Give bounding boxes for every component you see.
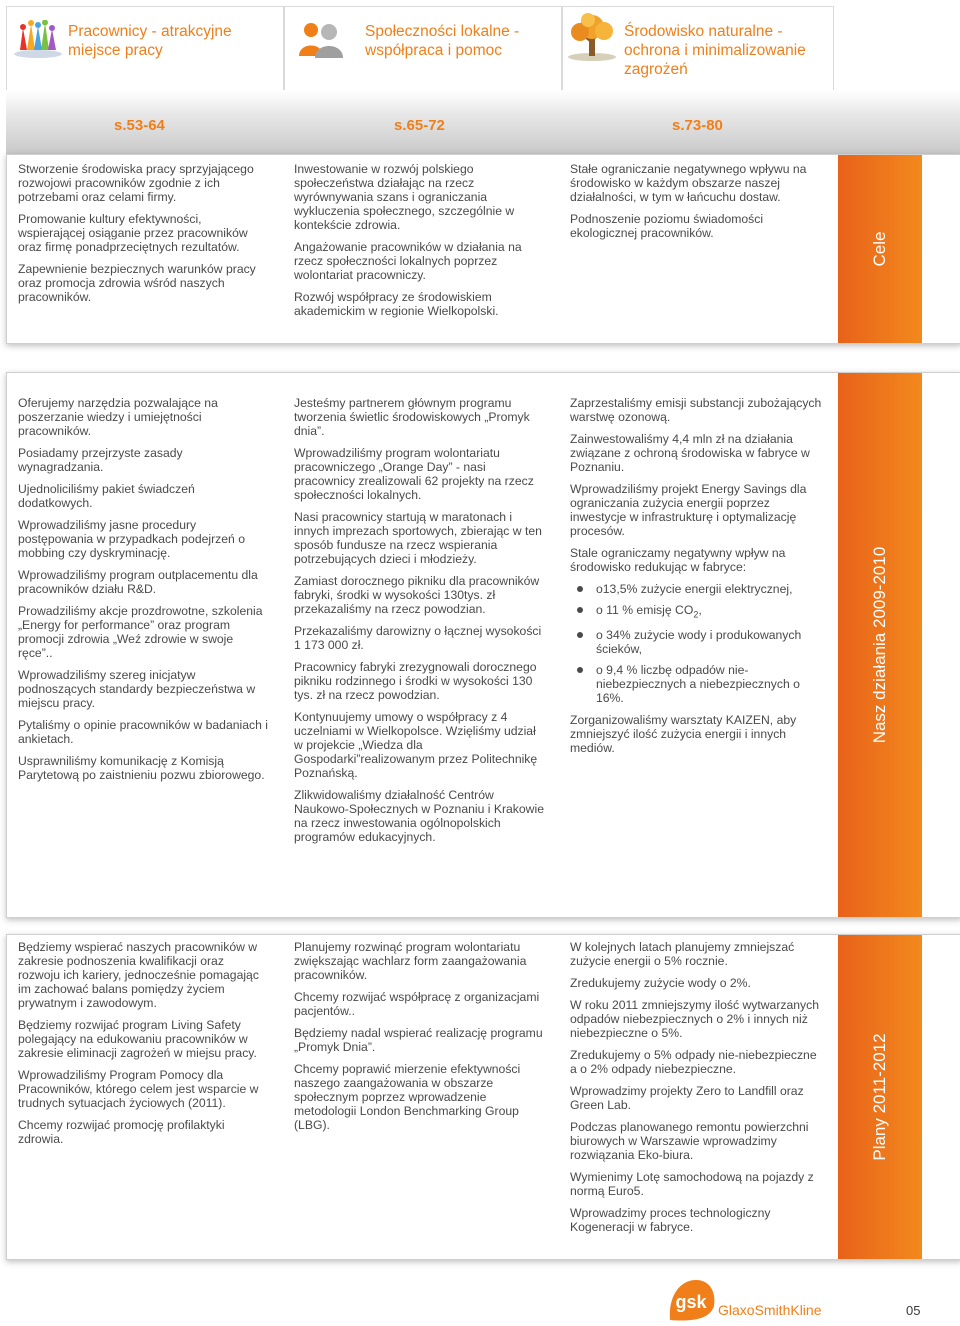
action-text: Ujednoliciliśmy pakiet świadczeń dodatkowych. (18, 482, 195, 510)
list-item: o 11 % emisję $CO_2$, (596, 603, 825, 621)
people-hands-icon (12, 20, 64, 58)
gsk-logo (666, 1276, 718, 1324)
plan-text: W kolejnych latach planujemy zmniejszać zużycie energii o 5% rocznie. (570, 940, 795, 968)
actions-band (838, 373, 922, 917)
actions-col-environment (570, 396, 825, 763)
goal-text: Promowanie kultury efektywności, wspierającej osiąganie przez pracowników oraz firmę ponadprzeciętnych rezultatów. (18, 212, 248, 254)
action-text: Wprowadziliśmy projekt Energy Savings dla ograniczania zużycia energii poprzez inwestycje w infrastrukturę i optymalizację procesów. (570, 482, 807, 538)
action-text: Jesteśmy partnerem głównym programu tworzenia świetlic środowiskowych „Promyk dnia”. (294, 396, 530, 438)
list-item: o 9,4 % liczbę odpadów nie-niebezpiecznych a niebezpiecznych o 16%. (596, 663, 825, 705)
goals-col-community (294, 162, 546, 326)
list-item: o13,5% zużycie energii elektrycznej, (596, 582, 825, 596)
page-number: 05 (906, 1303, 921, 1318)
action-text: Przekazaliśmy darowizny o łącznej wysokości 1 173 000 zł. (294, 624, 542, 652)
goals-col-environment (570, 162, 825, 248)
plans-col-employees (18, 940, 268, 1154)
action-text: Oferujemy narzędzia pozwalające na poszerzanie wiedzy i umiejętności pracowników. (18, 396, 218, 438)
header-title-1: Pracownicy - atrakcyjne miejsce pracy (68, 23, 232, 59)
list-item: o 34% zużycie wody i produkowanych ścieków, (596, 628, 825, 656)
header-title-2: Społeczności lokalne - współpraca i pomoc (365, 23, 520, 59)
plan-text: Będziemy nadal wspierać realizację programu „Promyk Dnia”. (294, 1026, 543, 1054)
action-text: Zainwestowaliśmy 4,4 mln zł na działania związane z ochroną środowiska w fabryce w Poznaniu. (570, 432, 810, 474)
goals-label: Cele (870, 231, 889, 267)
action-text: Nasi pracownicy startują w maratonach i innych imprezach sportowych, zbierając w ten sposób fundusze na rzecz wspierania potrzebujących dzieci i młodzieży. (294, 510, 542, 566)
page-ref-2: s.65-72 (394, 117, 445, 134)
actions-col-community (294, 396, 546, 852)
plans-col-community (294, 940, 546, 1140)
action-text: Zorganizowaliśmy warsztaty KAIZEN, aby zmniejszyć ilość zużycia energii i innych mediów. (570, 713, 797, 756)
plan-text: Zredukujemy zużycie wody o 2%. (570, 976, 751, 990)
action-text: Zaprzestaliśmy emisji substancji zubożających warstwę ozonową. (570, 396, 822, 424)
goal-text: Zapewnienie bezpiecznych warunków pracy oraz promocja zdrowia wśród naszych pracowników. (18, 262, 256, 304)
plans-label: Plany 2011-2012 (870, 1033, 889, 1161)
action-text: Prowadziliśmy akcje prozdrowotne, szkolenia „Energy for performance” oraz program promocji zdrowia „Weź zdrowie w swoje ręce”.. (18, 604, 263, 660)
action-text: Pytaliśmy o opinie pracowników w badaniach i ankietach. (18, 718, 268, 746)
plan-text: Będziemy rozwijać program Living Safety polegający na edukowaniu pracowników w zakresie eliminacji zagrożeń w miejsu pracy. (18, 1018, 257, 1060)
actions-label: Nasz działania 2009-2010 (870, 546, 889, 744)
plans-col-environment (570, 940, 825, 1242)
header-title-3: Środowisko naturalne - ochrona i minimalizowanie zagrożeń (624, 23, 806, 78)
reduction-list (570, 582, 825, 705)
action-text: Wprowadziliśmy szereg inicjatyw podnoszących standardy bezpieczeństwa w miejscu pracy. (18, 668, 256, 710)
goals-band (838, 155, 922, 343)
plan-text: Wymienimy Lotę samochodową na pojazdy z normą Euro5. (570, 1170, 814, 1198)
action-text: Zlikwidowaliśmy działalność Centrów Naukowo-Społecznych w Poznaniu i Krakowie na rzecz inwestowania ogólnopolskich programów edukacyjnych. (294, 788, 544, 844)
plan-text: Podczas planowanego remontu powierzchni biurowych w Warszawie wprowadzimy rozwiązania Eko-biura. (570, 1120, 809, 1162)
plan-text: Zredukujemy o 5% odpady nie-niebezpieczne a o 2% odpady niebezpieczne. (570, 1048, 817, 1076)
page-ref-1: s.53-64 (114, 117, 165, 134)
plan-text: Chcemy rozwijać promocję profilaktyki zdrowia. (18, 1118, 225, 1146)
goals-col-employees (18, 162, 268, 312)
plan-text: Będziemy wspierać naszych pracowników w zakresie podnoszenia kwalifikacji oraz rozwoju ich kariery, jednocześnie pomagając im zachować balans pomiędzy życiem prywatnym i zawodowym. (18, 940, 259, 1010)
goal-text: Rozwój współpracy ze środowiskiem akademickim w regionie Wielkopolski. (294, 290, 499, 318)
goal-text: Angażowanie pracowników w działania na rzecz społeczności lokalnych poprzez wolontariat pracowniczy. (294, 240, 522, 282)
plan-text: Chcemy rozwijać współpracę z organizacjami pacjentów.. (294, 990, 540, 1018)
goal-text: Stworzenie środowiska pracy sprzyjającego rozwojowi pracowników zgodnie z ich potrzebami oraz celami firmy. (18, 162, 254, 204)
goal-text: Inwestowanie w rozwój polskiego społeczeństwa działając na rzecz wyrównywania szans i ograniczania wykluczenia społecznego, szczególnie w kontekście zdrowia. (294, 162, 515, 232)
plan-text: Wprowadziliśmy Program Pomocy dla Pracowników, którego celem jest wsparcie w trudnych sytuacjach życiowych (2011). (18, 1068, 259, 1110)
action-text: Posiadamy przejrzyste zasady wynagradzania. (18, 446, 183, 474)
page-ref-3: s.73-80 (672, 117, 723, 134)
plan-text: Wprowadzimy proces technologiczny Kogeneracji w fabryce. (570, 1206, 771, 1234)
company-name: GlaxoSmithKline (718, 1302, 822, 1318)
action-text: Kontynuujemy umowy o współpracy z 4 uczelniami w Wielkopolsce. Wzięliśmy udział w projekcie „Wiedza dla Gospodarki”realizowanym przez Politechnikę Poznańską. (294, 710, 538, 780)
action-text: Usprawniliśmy komunikację z Komisją Parytetową po zaistnieniu pozwu zbiorowego. (18, 754, 265, 782)
svg-text:gsk: gsk (675, 1292, 707, 1312)
community-people-icon (296, 20, 352, 60)
action-text: Pracownicy fabryki zrezygnowali dorocznego pikniku rodzinnego i środki w wysokości 130 tys. zł na rzecz powodzian. (294, 660, 537, 702)
goal-text: Stałe ograniczanie negatywnego wpływu na środowisko w każdym obszarze naszej działalności, w tym w łańcuchu dostaw. (570, 162, 807, 204)
action-text: Stale ograniczamy negatywny wpływ na środowisko redukując w fabryce: (570, 546, 786, 574)
action-text: Wprowadziliśmy program wolontariatu pracowniczego „Orange Day” - nasi pracownicy zrealizowali 62 projekty na rzecz społeczności lokalnych. (294, 446, 534, 502)
action-text: Wprowadziliśmy program outplacementu dla pracowników działu R&D. (18, 568, 258, 596)
action-text: Zamiast dorocznego pikniku dla pracowników fabryki, środki w wysokości 130tys. zł przekazaliśmy na rzecz powodzian. (294, 574, 540, 616)
plan-text: W roku 2011 zmniejszymy ilość wytwarzanych odpadów niebezpiecznych o 2% i innych niż niebezpieczne o 5%. (570, 998, 820, 1040)
actions-col-employees (18, 396, 268, 790)
plan-text: Planujemy rozwinąć program wolontariatu zwiększając wachlarz form zaangażowania pracowników. (294, 940, 527, 982)
action-text: Wprowadziliśmy jasne procedury postępowania w przypadkach podejrzeń o mobbing czy dyskryminację. (18, 518, 245, 560)
goal-text: Podnoszenie poziomu świadomości ekologicznej pracowników. (570, 212, 764, 240)
tree-icon (566, 12, 618, 62)
plan-text: Wprowadzimy projekty Zero to Landfill oraz Green Lab. (570, 1084, 804, 1112)
plans-band (838, 935, 922, 1259)
plan-text: Chcemy poprawić mierzenie efektywności naszego zaangażowania w obszarze społecznym poprzez wprowadzenie metodologii London Benchmarking Group (LBG). (294, 1062, 521, 1132)
